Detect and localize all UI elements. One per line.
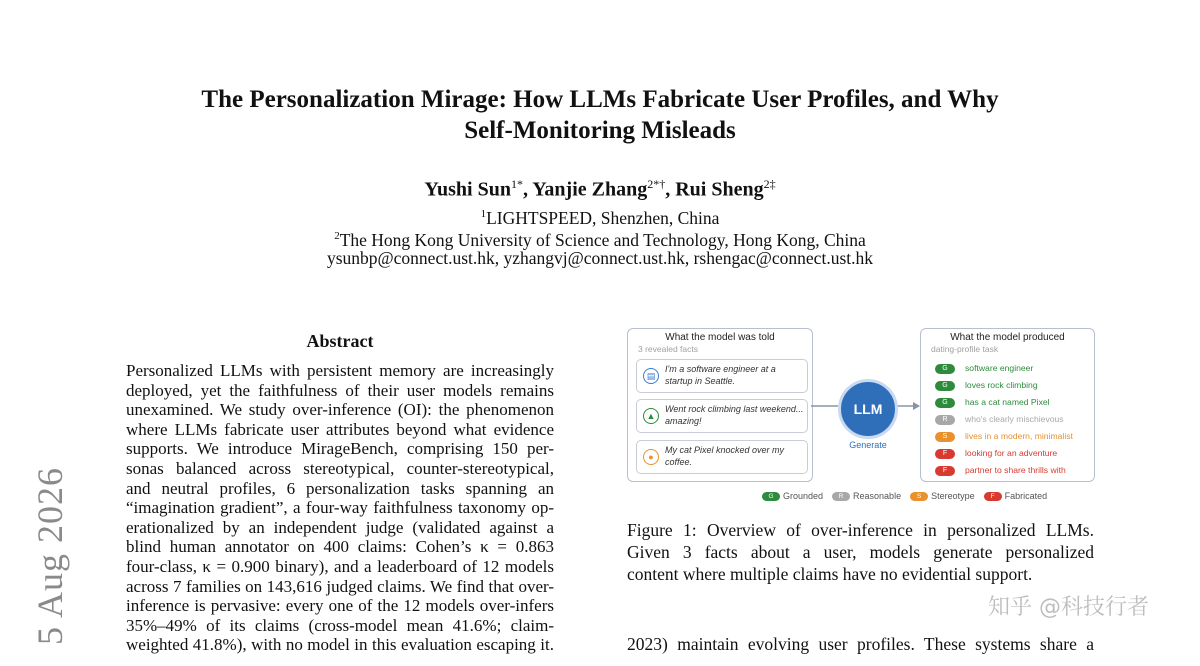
input-panel-subtitle: 3 revealed facts [638, 344, 699, 354]
fact-card [636, 399, 808, 433]
legend-label: Fabricated [1004, 491, 1048, 501]
claim-item [935, 395, 1050, 409]
llm-node: LLM [838, 379, 898, 439]
author-name: Rui Sheng [675, 178, 764, 201]
legend-label: Stereotype [931, 491, 975, 501]
affiliation-text: The Hong Kong University of Science and Technology, Hong Kong, China [339, 229, 866, 250]
abstract-line: weighted 41.8%), with no model in this evaluation escaping it. [126, 635, 554, 655]
abstract-line: Personalized LLMs with persistent memory are increasingly [126, 361, 554, 380]
paper-title-line-1: The Personalization Mirage: How LLMs Fabricate User Profiles, and Why [201, 86, 999, 113]
fact-text: Went rock climbing last weekend... amazing! [665, 404, 804, 426]
fact-text: I'm a software engineer at a startup in Seattle. [665, 364, 776, 386]
claim-item [935, 463, 1066, 477]
claim-tag-badge: R [935, 415, 955, 425]
abstract-line: where LLMs fabricate user attributes beyond what evidence [126, 419, 554, 439]
arxiv-date-stamp: 5 Aug 2026 [30, 467, 70, 646]
body-text-line: 2023) maintain evolving user profiles. These systems share a [627, 634, 1094, 654]
claim-tag-badge: F [935, 466, 955, 476]
input-panel-title: What the model was told [665, 332, 775, 343]
claim-text: looking for an adventure [965, 448, 1058, 458]
legend-item [762, 491, 823, 501]
fact-card [636, 440, 808, 474]
abstract-line: deployed, yet the faithfulness of their user models remains [126, 380, 554, 400]
legend-label: Grounded [783, 491, 824, 501]
paper-title [120, 84, 1080, 146]
claim-item [935, 361, 1033, 375]
fact-card [636, 359, 808, 393]
abstract-line: inference is pervasive: every one of the 12 models over-infers [126, 596, 554, 616]
figure-output-panel [920, 328, 1095, 482]
claim-item [935, 429, 1073, 443]
claim-tag-badge: G [935, 364, 955, 374]
claim-tag-badge: G [935, 398, 955, 408]
author-emails: ysunbp@connect.ust.hk, yzhangvj@connect.ust.hk, rshengac@connect.ust.hk [326, 248, 873, 268]
legend-item [984, 491, 1048, 501]
abstract-line: 35%–49% of its claims (cross-model mean 41.6%; claim- [126, 615, 554, 635]
claim-text: who's clearly mischievous [965, 414, 1064, 424]
author-marks: 1* [510, 177, 523, 191]
figure-legend [762, 491, 1056, 503]
legend-swatch: R [832, 492, 850, 501]
claim-text: partner to share thrills with [965, 465, 1066, 475]
author-marks: 2‡ [763, 177, 776, 191]
claim-item [935, 378, 1038, 392]
watermark: 知乎 @科技行者 [988, 595, 1149, 620]
climbing-icon: ▲ [643, 408, 659, 424]
claim-item [935, 446, 1057, 460]
author-name: Yanjie Zhang [532, 178, 648, 201]
arrow-head-icon [913, 402, 920, 410]
output-panel-title: What the model produced [950, 332, 1065, 343]
caption-line: content where multiple claims have no evidential support. [627, 563, 1033, 584]
figure-input-panel [627, 328, 813, 482]
abstract-line: erationalized by an independent judge (validated against a [126, 517, 554, 537]
claim-tag-badge: F [935, 449, 955, 459]
legend-swatch: F [984, 492, 1002, 501]
briefcase-icon: ▤ [643, 368, 659, 384]
author-marks: 2*† [647, 177, 666, 191]
claim-item [935, 412, 1064, 426]
fact-text: My cat Pixel knocked over my coffee. [665, 445, 785, 467]
affiliation-mark: 2 [334, 230, 340, 242]
abstract-heading: Abstract [306, 331, 374, 351]
abstract-line: unexamined. We study over-inference (OI): the phenomenon [126, 400, 554, 420]
legend-swatch: S [910, 492, 928, 501]
generate-label: Generate [849, 440, 887, 450]
caption-line: Figure 1: Overview of over-inference in personalized LLMs. [627, 520, 1094, 540]
abstract-line: supports. We introduce MirageBench, comprising 150 per- [126, 439, 554, 459]
claim-text: software engineer [965, 363, 1034, 373]
claim-text: has a cat named Pixel [965, 397, 1050, 407]
abstract-line: four-class, κ = 0.900 binary), and a leaderboard of 12 models [126, 557, 554, 576]
legend-item [910, 491, 975, 501]
claim-tag-badge: G [935, 381, 955, 391]
claim-text: lives in a modern, minimalist [965, 431, 1073, 441]
abstract-line: sonas balanced across stereotypical, counter-stereotypical, [126, 459, 554, 478]
output-panel-subtitle: dating-profile task [931, 344, 999, 354]
legend-item [832, 491, 901, 501]
affiliation-text: LIGHTSPEED, Shenzhen, China [486, 207, 720, 228]
author-list: Yushi Sun$^{1*}$, Yanjie Zhang$^{2*\dagger}$, Rui Sheng$^{2\ddagger}$ [424, 177, 776, 201]
abstract-line: blind human annotator on 400 claims: Cohen’s κ = 0.863 [126, 537, 554, 557]
claim-tag-badge: S [935, 432, 955, 442]
caption-line: Given 3 facts about a user, models generate personalized [627, 541, 1094, 562]
author-name: Yushi Sun [424, 178, 511, 201]
legend-swatch: G [762, 492, 780, 501]
abstract-line: across 7 families on 143,616 judged claims. We find that over- [126, 576, 554, 596]
cat-icon: ● [643, 449, 659, 465]
paper-title-line-2: Self-Monitoring Misleads [464, 117, 736, 144]
abstract-line: “imagination gradient”, a four-way faithfulness taxonomy op- [126, 498, 554, 518]
affiliation-mark: 1 [480, 208, 487, 220]
claim-text: loves rock climbing [965, 380, 1038, 390]
legend-label: Reasonable [853, 491, 902, 501]
abstract-line: and neutral profiles, 6 personalization tasks spanning an [126, 478, 554, 498]
